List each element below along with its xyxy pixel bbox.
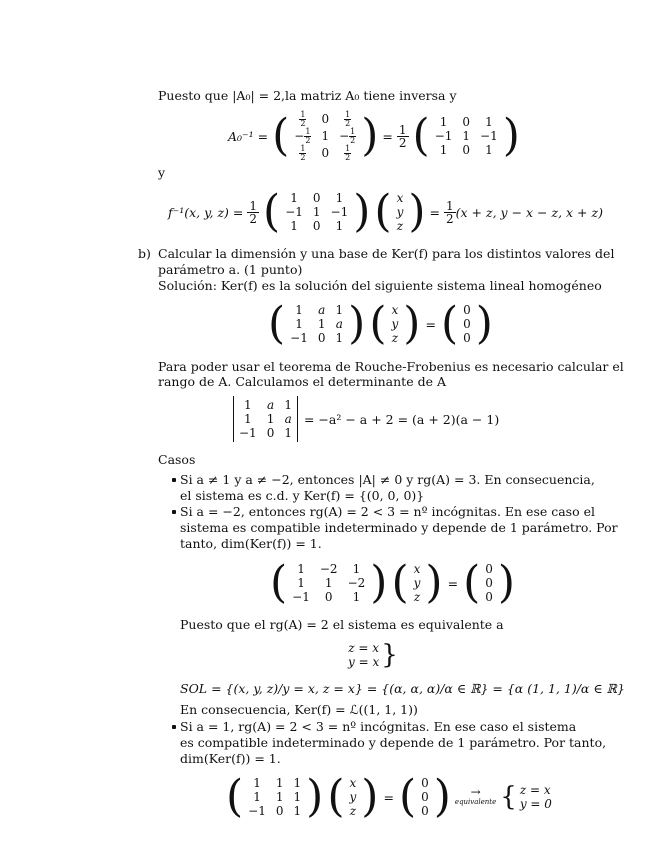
half-fraction: $\frac{1}{2}$: [446, 198, 454, 226]
bullet-icon: [172, 478, 176, 482]
left-paren: (: [412, 110, 430, 161]
finv-equation: f⁻¹(x, y, z) = $\frac{1}{2}$ ( 1 0 1 −1 1 −1 1 0 1 ) ( x y z ) = $\frac{1}{2}$ (x + z, y − x − z, x + z): [168, 186, 603, 237]
part-label: b): [138, 246, 151, 261]
case3-line2: es compatible indeterminado y depende de 1 parámetro. Por tanto,: [180, 735, 607, 750]
casos-heading: Casos: [158, 452, 196, 467]
intro-line: Puesto que |A₀| = 2,la matriz A₀ tiene inversa y: [158, 88, 457, 103]
right-paren: ): [403, 298, 421, 349]
case1-line1: Si a ≠ 1 y a ≠ −2, entonces |A| ≠ 0 y rg(A) = 3. En consecuencia,: [180, 472, 595, 487]
system-3-matrix: 1 1 1 1 1 1 −1 0 1: [248, 776, 302, 818]
left-paren: (: [369, 298, 387, 349]
y-word: y: [158, 165, 166, 180]
matrix-integers: 1 0 1 −1 1 −1 1 0 1: [434, 115, 498, 157]
system-1: ( 1 a 1 1 1 a −1 0 1 ) ( x y z ) = ( 0 0 0 ): [268, 298, 493, 349]
determinant: [233, 394, 499, 444]
inverse-equation: A₀⁻¹ = ( $\frac{1}{2}$ 0 $\frac{1}{2}$ − $\frac{1}{2}$ 1 − $\frac{1}{2}$ $\frac{1}{2}$ 0 $\frac{1}{2}$ ) = $\frac{1}{2}$ ( 1 0 1 −1 1 −1 1 0 1 ): [228, 109, 520, 162]
det-bar-right: [297, 396, 298, 442]
right-paren: ): [348, 298, 366, 349]
case3-line3: dim(Ker(f)) = 1.: [180, 751, 281, 766]
half-fraction: $\frac{1}{2}$: [249, 198, 258, 226]
system-3-zero: 0 0 0: [421, 776, 429, 818]
left-paren: (: [391, 557, 409, 608]
right-paren: ): [502, 110, 520, 161]
system-3: ( 1 1 1 1 1 1 −1 0 1 ) ( x y z ) = ( 0 0 0 ) → equivalente { z = x y = 0: [226, 771, 552, 822]
equiv-lines: z = x y = x: [348, 641, 380, 669]
right-paren: ): [497, 557, 516, 608]
bullet-icon: [172, 725, 176, 729]
left-paren: (: [268, 298, 286, 349]
right-paren: ): [306, 771, 324, 822]
solution-set: SOL = {(x, y, z)/y = x, z = x} = {(α, α, α)/α ∈ ℝ} = {α (1, 1, 1)/α ∈ ℝ}: [180, 681, 625, 696]
right-paren: ): [370, 557, 388, 608]
finv-vector: x y z: [396, 191, 404, 233]
right-paren: ): [475, 298, 493, 349]
finv-rhs: (x + z, y − x − z, x + z): [455, 204, 603, 220]
right-paren: ): [433, 771, 451, 822]
case2-line3: tanto, dim(Ker(f)) = 1.: [180, 536, 322, 551]
arrow-label: equivalente: [454, 798, 497, 806]
case1-line2: el sistema es c.d. y Ker(f) = {(0, 0, 0)}: [180, 488, 425, 503]
system-1-zero: 0 0 0: [463, 303, 471, 345]
right-paren: ): [361, 110, 379, 161]
system-2: ( 1 −2 1 1 1 −2 −1 0 1 ) ( x y z ) = ( 0 0 0 ): [270, 557, 516, 608]
matrix-fractions: $\frac{1}{2}$ 0 $\frac{1}{2}$ − $\frac{1}{2}$ 1 − $\frac{1}{2}$ $\frac{1}{2}$ 0 $\frac{1}{2}$: [294, 109, 356, 162]
det-matrix: 1 a 1 1 1 a −1 0 1: [239, 398, 292, 440]
system-1-matrix: 1 a 1 1 1 a −1 0 1: [290, 303, 344, 345]
rouche-line2: rango de A. Calculamos el determinante de A: [158, 374, 446, 389]
left-paren: (: [463, 557, 481, 608]
part-b-line3: Solución: Ker(f) es la solución del siguiente sistema lineal homogéneo: [158, 278, 602, 293]
left-paren: (: [327, 771, 345, 822]
system-1-vector: x y z: [391, 303, 399, 345]
left-paren: (: [374, 186, 392, 237]
arrow-icon: →: [470, 785, 481, 799]
case2-line1: Si a = −2, entonces rg(A) = 2 < 3 = nº incógnitas. En ese caso el: [180, 504, 595, 519]
right-paren: ): [408, 186, 426, 237]
half-fraction: $\frac{1}{2}$: [398, 122, 407, 150]
left-brace: {: [500, 782, 517, 812]
left-paren: (: [263, 186, 281, 237]
equivalent-line: Puesto que el rg(A) = 2 el sistema es equivalente a: [180, 617, 504, 632]
part-b-line1: Calcular la dimensión y una base de Ker(f) para los distintos valores del: [158, 246, 615, 261]
rouche-line1: Para poder usar el teorema de Rouche-Frobenius es necesario calcular el: [158, 359, 624, 374]
system-2-zero: 0 0 0: [485, 562, 493, 604]
system-3-result: z = x y = 0: [519, 783, 552, 811]
ker-line: En consecuencia, Ker(f) = ℒ((1, 1, 1)): [180, 702, 418, 717]
case2-line2: sistema es compatible indeterminado y depende de 1 parámetro. Por: [180, 520, 618, 535]
left-paren: (: [270, 557, 288, 608]
equivalent-system-1: [348, 638, 398, 672]
finv-lhs: f⁻¹(x, y, z) =: [168, 204, 244, 220]
det-rhs: = −a² − a + 2 = (a + 2)(a − 1): [303, 411, 500, 427]
system-2-matrix: 1 −2 1 1 1 −2 −1 0 1: [292, 562, 366, 604]
left-paren: (: [272, 110, 290, 161]
system-2-vector: x y z: [413, 562, 421, 604]
inverse-lhs: A₀⁻¹ =: [228, 128, 269, 144]
left-paren: (: [398, 771, 417, 822]
system-3-vector: x y z: [349, 776, 357, 818]
case3-line1: Si a = 1, rg(A) = 2 < 3 = nº incógnitas. En ese caso el sistema: [180, 719, 577, 734]
right-paren: ): [361, 771, 379, 822]
finv-matrix: 1 0 1 −1 1 −1 1 0 1: [285, 191, 349, 233]
part-b-line2: parámetro a. (1 punto): [158, 262, 303, 277]
right-paren: ): [425, 557, 443, 608]
left-paren: (: [226, 771, 244, 822]
right-paren: ): [353, 186, 371, 237]
bullet-icon: [172, 510, 176, 514]
right-brace: }: [381, 640, 398, 670]
left-paren: (: [440, 298, 459, 349]
equivalence-arrow: [455, 787, 496, 807]
